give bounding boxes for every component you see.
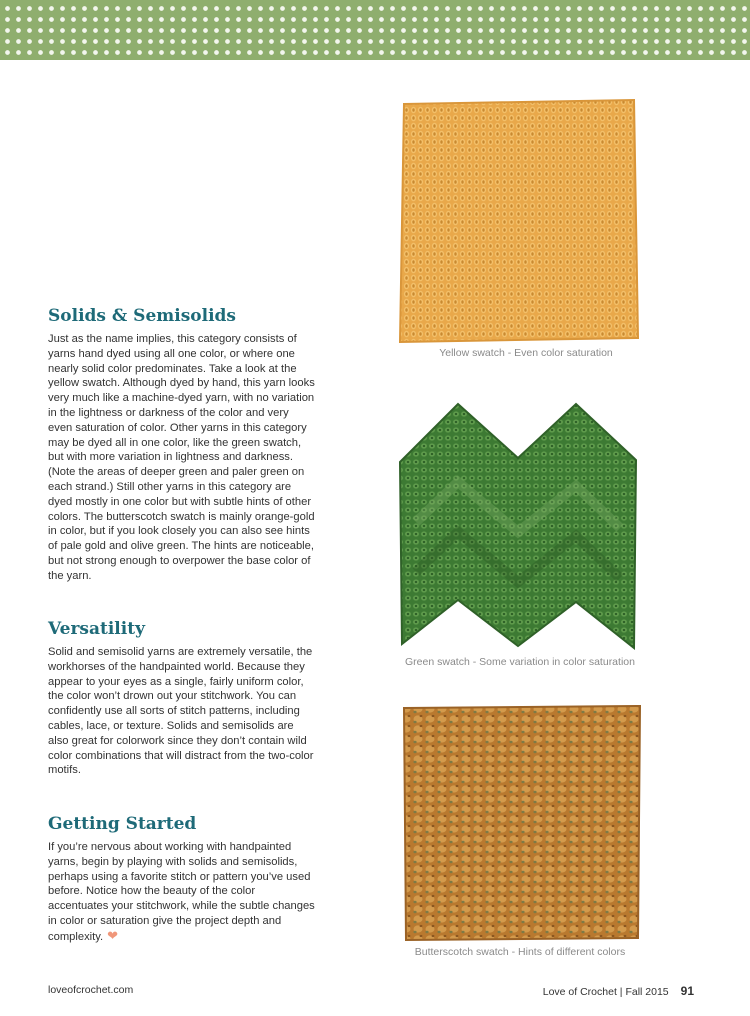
- section-body: [48, 840, 316, 945]
- green-swatch-caption: Green swatch - Some variation in color saturation: [405, 656, 635, 668]
- section-body-text: If you’re nervous about working with handpainted yarns, begin by playing with solids and semisolids, perhaps using a favorite stitch or pattern you’ve used before. Notice how the beauty of the color accentuates your stitchwork, while the subtle changes in color or saturation give the project depth and complexity.: [48, 841, 315, 943]
- footer-website: loveofcrochet.com: [48, 984, 134, 996]
- butterscotch-swatch-image: [400, 704, 644, 942]
- polka-dot-header-band: [0, 0, 750, 60]
- heart-icon: ❤: [107, 927, 119, 943]
- green-swatch-image: [396, 402, 640, 650]
- section-versatility: [48, 619, 316, 778]
- section-heading: Solids & Semisolids: [48, 306, 236, 326]
- yellow-swatch-caption: Yellow swatch - Even color saturation: [439, 347, 613, 359]
- section-heading: Getting Started: [48, 814, 197, 834]
- footer-issue: Fall 2015: [625, 986, 669, 998]
- footer-publication-info: Love of Crochet | Fall 2015 91: [542, 984, 694, 998]
- section-heading: Versatility: [48, 619, 145, 639]
- section-getting-started: [48, 814, 316, 945]
- yellow-swatch-image: [396, 98, 644, 346]
- page-number: 91: [680, 984, 694, 998]
- section-solids-semisolids: [48, 306, 316, 584]
- section-body: Just as the name implies, this category consists of yarns hand dyed using all one color, or where one nearly solid color predominates. Take a look at the yellow swatch. Although dyed by hand, this yarn looks very much like a machine-dyed yarn, with no variation in the lightness or darkness of the color and very even saturation of color. Other yarns in this category may be dyed all in one color, like the green swatch, but with more variation in lightness and darkness. (Note the areas of deeper green and paler green on each strand.) Still other yarns in this category are dyed mostly in one color but with subtle hints of other colors. The butterscotch swatch is mainly orange-gold in color, but if you look closely you can also see hints of pale gold and olive green. The hints are noticeable, but not strong enough to overpower the base color of the yarn.: [48, 333, 315, 582]
- butterscotch-swatch-caption: Butterscotch swatch - Hints of different colors: [414, 946, 626, 958]
- footer-publication: Love of Crochet: [542, 986, 617, 998]
- section-body: Solid and semisolid yarns are extremely versatile, the workhorses of the handpainted world. Because they appear to your eyes as a single, fairly uniform color, the color won’t drown out your stitchwork. You can confidently use all sorts of stitch patterns, including cables, lace, or texture. Solids and semisolids are also great for colorwork since they don’t contain wild color combinations that will distract from the two-color motifs.: [48, 646, 314, 777]
